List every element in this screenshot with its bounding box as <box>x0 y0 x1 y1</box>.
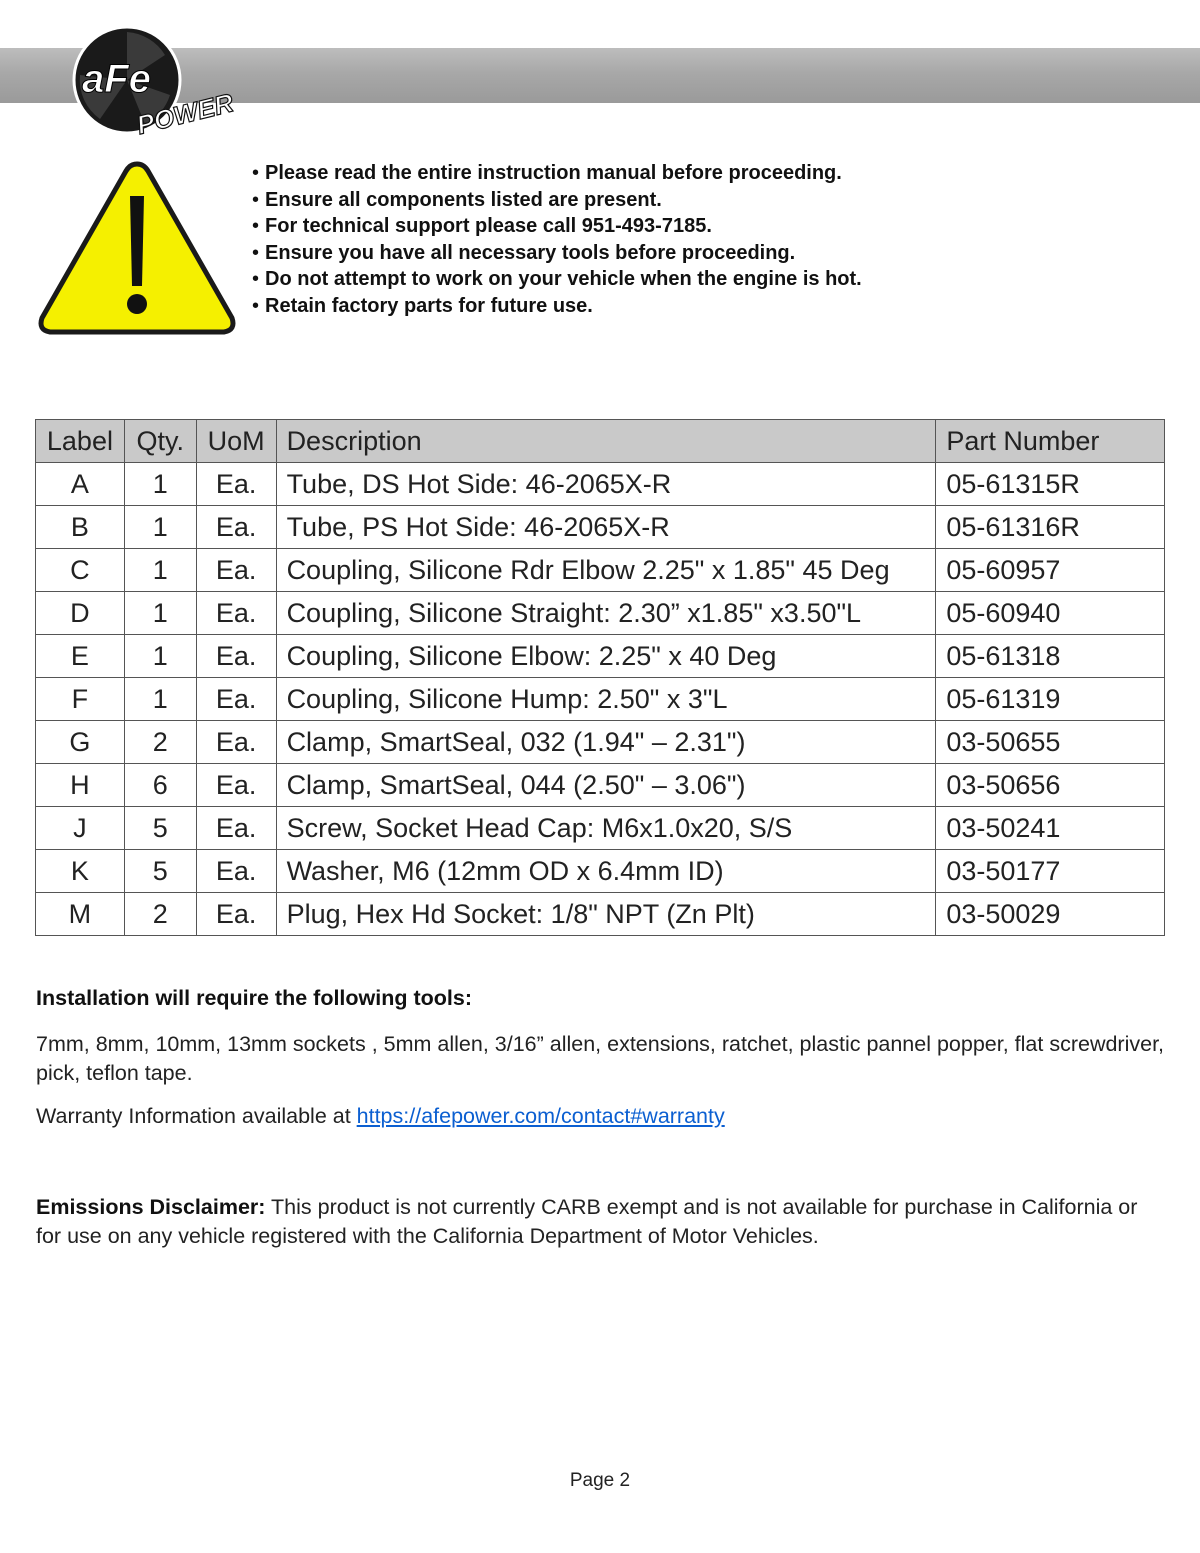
cell-uom: Ea. <box>196 635 276 678</box>
cell-description: Tube, DS Hot Side: 46-2065X-R <box>276 463 936 506</box>
cell-description: Coupling, Silicone Elbow: 2.25" x 40 Deg <box>276 635 936 678</box>
table-row <box>36 893 1165 936</box>
table-row <box>36 678 1165 721</box>
cell-part-number: 03-50241 <box>936 807 1165 850</box>
table-row <box>36 850 1165 893</box>
cell-qty: 1 <box>124 506 196 549</box>
cell-label: M <box>36 893 125 936</box>
cell-part-number: 03-50655 <box>936 721 1165 764</box>
cell-qty: 2 <box>124 893 196 936</box>
cell-part-number: 05-61319 <box>936 678 1165 721</box>
table-row <box>36 592 1165 635</box>
cell-description: Coupling, Silicone Rdr Elbow 2.25" x 1.85" 45 Deg <box>276 549 936 592</box>
tools-list-text: 7mm, 8mm, 10mm, 13mm sockets , 5mm allen, 3/16” allen, extensions, ratchet, plastic pannel popper, flat screwdriver, pick, teflon tape. <box>36 1032 1165 1085</box>
column-header-description: Description <box>276 420 936 463</box>
cell-label: H <box>36 764 125 807</box>
tools-heading: Installation will require the following tools: <box>36 986 472 1010</box>
column-header-part-number: Part Number <box>936 420 1165 463</box>
cell-uom: Ea. <box>196 463 276 506</box>
warning-item: • For technical support please call 951-493-7185. <box>252 215 712 238</box>
cell-part-number: 05-61318 <box>936 635 1165 678</box>
column-header-qty: Qty. <box>124 420 196 463</box>
cell-part-number: 03-50029 <box>936 893 1165 936</box>
table-row <box>36 807 1165 850</box>
cell-description: Coupling, Silicone Hump: 2.50" x 3"L <box>276 678 936 721</box>
cell-label: J <box>36 807 125 850</box>
warning-item: • Ensure all components listed are present. <box>252 188 662 211</box>
cell-uom: Ea. <box>196 721 276 764</box>
table-row <box>36 463 1165 506</box>
cell-description: Screw, Socket Head Cap: M6x1.0x20, S/S <box>276 807 936 850</box>
cell-description: Tube, PS Hot Side: 46-2065X-R <box>276 506 936 549</box>
column-header-label: Label <box>36 420 125 463</box>
cell-label: C <box>36 549 125 592</box>
cell-part-number: 05-61315R <box>936 463 1165 506</box>
cell-description: Clamp, SmartSeal, 032 (1.94" – 2.31") <box>276 721 936 764</box>
cell-qty: 1 <box>124 549 196 592</box>
warning-icon <box>34 158 240 338</box>
parts-table <box>35 419 1165 936</box>
cell-uom: Ea. <box>196 506 276 549</box>
cell-qty: 1 <box>124 635 196 678</box>
cell-qty: 1 <box>124 678 196 721</box>
warning-item: • Please read the entire instruction manual before proceeding. <box>252 162 842 184</box>
warning-item: • Ensure you have all necessary tools before proceeding. <box>252 241 796 264</box>
table-row <box>36 764 1165 807</box>
cell-label: B <box>36 506 125 549</box>
column-header-uom: UoM <box>196 420 276 463</box>
table-row <box>36 506 1165 549</box>
cell-part-number: 03-50177 <box>936 850 1165 893</box>
logo-subtext: POWER <box>133 87 237 140</box>
cell-qty: 1 <box>124 463 196 506</box>
cell-label: K <box>36 850 125 893</box>
cell-part-number: 05-61316R <box>936 506 1165 549</box>
cell-qty: 6 <box>124 764 196 807</box>
cell-uom: Ea. <box>196 592 276 635</box>
emissions-lead: Emissions Disclaimer: <box>36 1195 266 1219</box>
cell-qty: 5 <box>124 807 196 850</box>
table-row <box>36 635 1165 678</box>
cell-uom: Ea. <box>196 850 276 893</box>
cell-part-number: 05-60957 <box>936 549 1165 592</box>
table-header-row <box>36 420 1165 463</box>
cell-description: Coupling, Silicone Straight: 2.30” x1.85" x3.50"L <box>276 592 936 635</box>
afe-power-logo <box>60 20 260 140</box>
warning-item: • Retain factory parts for future use. <box>252 294 593 317</box>
emissions-disclaimer <box>36 1193 1166 1251</box>
cell-uom: Ea. <box>196 549 276 592</box>
cell-label: G <box>36 721 125 764</box>
cell-uom: Ea. <box>196 807 276 850</box>
warning-list <box>252 160 862 320</box>
cell-label: D <box>36 592 125 635</box>
cell-label: A <box>36 463 125 506</box>
cell-part-number: 03-50656 <box>936 764 1165 807</box>
cell-description: Washer, M6 (12mm OD x 6.4mm ID) <box>276 850 936 893</box>
emissions-text: This product is not currently CARB exempt and is not available for purchase in California or for use on any vehicle registered with the California Department of Motor Vehicles. <box>36 1195 1138 1248</box>
warranty-prefix: Warranty Information available at <box>36 1104 357 1128</box>
cell-uom: Ea. <box>196 893 276 936</box>
table-row <box>36 549 1165 592</box>
cell-description: Clamp, SmartSeal, 044 (2.50" – 3.06") <box>276 764 936 807</box>
cell-uom: Ea. <box>196 678 276 721</box>
cell-description: Plug, Hex Hd Socket: 1/8" NPT (Zn Plt) <box>276 893 936 936</box>
cell-label: E <box>36 635 125 678</box>
logo-text: aFe <box>82 57 151 101</box>
table-row <box>36 721 1165 764</box>
cell-qty: 1 <box>124 592 196 635</box>
cell-qty: 2 <box>124 721 196 764</box>
cell-uom: Ea. <box>196 764 276 807</box>
warranty-info <box>36 1104 725 1129</box>
page-number: Page 2 <box>569 1470 631 1491</box>
cell-part-number: 05-60940 <box>936 592 1165 635</box>
warning-item: • Do not attempt to work on your vehicle when the engine is hot. <box>252 268 862 291</box>
warranty-link[interactable]: https://afepower.com/contact#warranty <box>356 1104 725 1128</box>
cell-label: F <box>36 678 125 721</box>
cell-qty: 5 <box>124 850 196 893</box>
